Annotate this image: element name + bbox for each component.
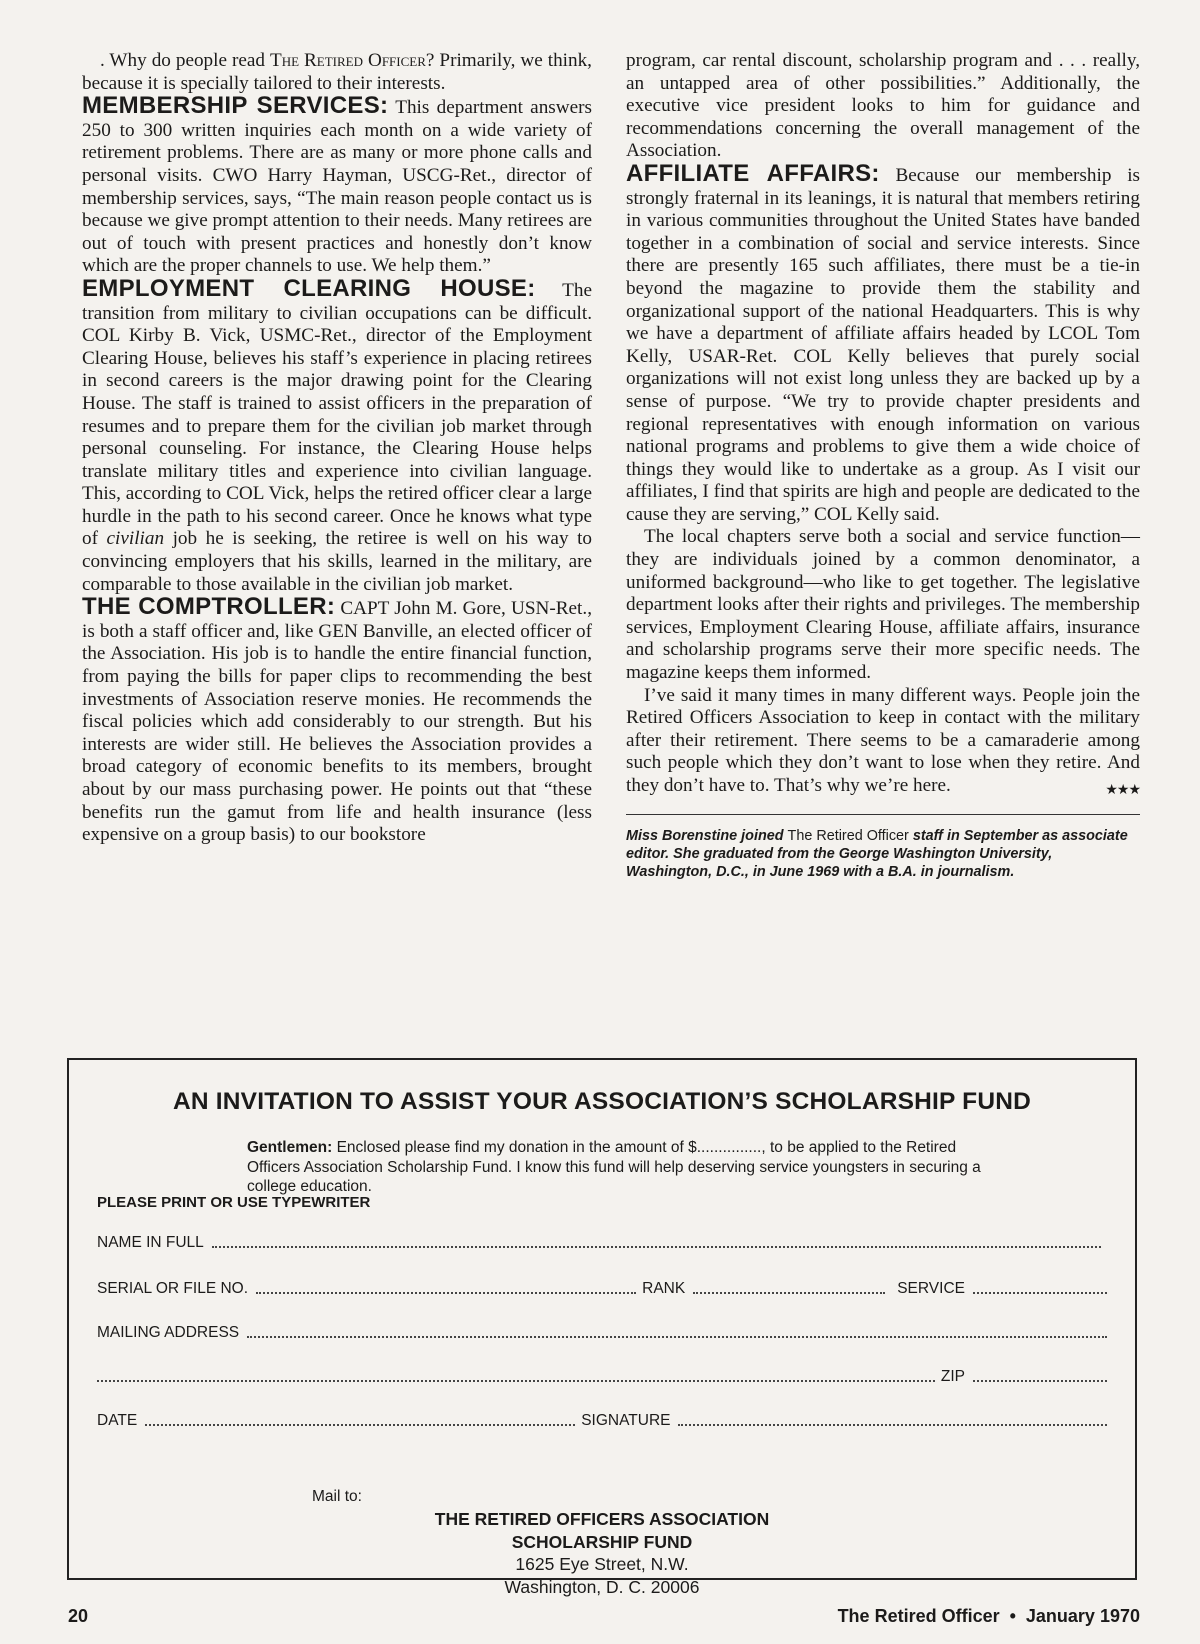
print-instruction: PLEASE PRINT OR USE TYPEWRITER (97, 1194, 371, 1211)
intro-text: . Why do people read (100, 50, 270, 71)
comptroller-heading: THE COMPTROLLER: (82, 593, 336, 621)
employment-section (82, 274, 592, 596)
mail-to-label: Mail to: (312, 1488, 362, 1505)
membership-services-text: This department answers 250 to 300 written inquiries each month on a wide variety of retirement problems. There are as many or more phone calls and personal visits. CWO Harry Hayman, USCG-Ret., director of membership services, says, “The main reason people contact us is because we give prompt attention to their needs. Many retirees are out of touch with present practices and honestly don’t know which are the proper channels to use. We help them.” (82, 97, 592, 277)
comptroller-text: CAPT John M. Gore, USN-Ret., is both a staff officer and, like GEN Banville, an elected officer of the Association. His job is to handle the entire financial function, from paying the bills for paper clips to recommending the best investments of Association reserve monies. He recommends the fiscal policies which add considerably to our strength. But his interests are wider still. He believes the Association provides a broad category of economic benefits to its members, brought about by our mass purchasing power. He points out that “these benefits run the gamut from life and health insurance (less expensive on a group basis) to our bookstore (82, 598, 592, 846)
name-field-label: NAME IN FULL (97, 1234, 204, 1251)
address-zip-row[interactable] (97, 1366, 1107, 1386)
employment-text: The transition from military to civilian occupations can be difficult. COL Kirby B. Vick, USMC-Ret., director of the Employment Clearing House, believes his staff’s experience in placing retirees in second careers is the major drawing point for the Clearing House. The staff is trained to assist officers in the preparation of resumes and to prepare them for the civilian job market through personal counseling. For instance, the Clearing House helps translate military titles and experience into civilian language. This, according to COL Vick, helps the retired officer clear a large hurdle in the path to his second career. Once he knows what type of (82, 279, 592, 550)
form-salutation: Gentlemen: (247, 1139, 333, 1156)
address-organization: THE RETIRED OFFICERS ASSOCIATION (434, 1509, 770, 1529)
address-street: 1625 Eye Street, N.W. (515, 1554, 689, 1574)
name-field-line[interactable] (212, 1245, 1101, 1248)
comptroller-continuation: program, car rental discount, scholarship program and . . . really, an untapped area of other possibilities.” Additionally, the executive vice president looks to him for guidance and recommendations concerning the overall management of the Association. (626, 50, 1140, 162)
page-number: 20 (68, 1606, 89, 1626)
intro-paragraph (82, 50, 592, 95)
address-fund: SCHOLARSHIP FUND (511, 1531, 693, 1552)
scholarship-donation-form (67, 1058, 1137, 1597)
employment-emphasis: civilian (106, 528, 165, 550)
bio-text-end: staff in September as associate editor. She graduated from the George Washington University, Washington, D.C., in June 1969 with a B.A. in journalism. (626, 827, 1128, 880)
mailing-address-block (69, 1508, 1135, 1598)
right-column (626, 50, 1140, 881)
end-mark-stars: ★★★ (1105, 782, 1140, 798)
address-city: Washington, D. C. 20006 (504, 1576, 700, 1597)
intro-text-end: ? Primarily, we think, because it is specially tailored to their interests. (82, 50, 592, 94)
membership-services-heading: MEMBERSHIP SERVICES: (82, 92, 389, 120)
serial-rank-service-row[interactable] (97, 1278, 1107, 1298)
author-bio (626, 827, 1140, 881)
zip-field-label: ZIP (940, 1368, 965, 1385)
serial-field-line[interactable] (256, 1291, 636, 1294)
membership-services-section (82, 92, 592, 278)
form-intro-text: Enclosed please find my donation in the amount of $..............., to be applied to the Retired Officers Association Scholarship Fund. I know this fund will help deserving service youngsters in securing a college education. (247, 1139, 981, 1195)
zip-field-line[interactable] (973, 1379, 1107, 1382)
affiliate-affairs-heading: AFFILIATE AFFAIRS: (626, 159, 880, 187)
local-chapters-paragraph: The local chapters serve both a social and service function—they are individuals joined by a common denominator, a uniformed background—who like to get together. The legislative department looks after their rights and privileges. The membership services, Employment Clearing House, affiliate affairs, insurance and scholarship programs serve their more specific needs. The magazine keeps them informed. (626, 526, 1140, 684)
rank-field-label: RANK (642, 1280, 686, 1297)
publication-footer: The Retired Officer • January 1970 (837, 1606, 1140, 1626)
employment-text-end: job he is seeking, the retiree is well on his way to convincing employers that his skills, learned in the military, are comparable to those available in the civilian job market. (82, 528, 592, 595)
closing-paragraph (626, 685, 1140, 798)
form-title: AN INVITATION TO ASSIST YOUR ASSOCIATION’S SCHOLARSHIP FUND (172, 1088, 1032, 1115)
serial-field-label: SERIAL OR FILE NO. (97, 1280, 249, 1297)
form-intro (247, 1138, 1007, 1197)
bio-text: Miss Borenstine joined (626, 827, 788, 844)
date-field-label: DATE (97, 1412, 138, 1429)
signature-field-label: SIGNATURE (581, 1412, 671, 1429)
closing-text: I’ve said it many times in many different ways. People join the Retired Officers Association to keep in contact with the military after their retirement. There seems to be a camaraderie among such people which they don’t want to lose when they retire. And they don’t have to. That’s why we’re here. (626, 684, 1140, 796)
address-line-2[interactable] (97, 1379, 935, 1382)
affiliate-affairs-section (626, 159, 1140, 527)
rank-field-line[interactable] (693, 1291, 885, 1294)
name-field-row[interactable] (97, 1232, 1107, 1252)
bio-magazine-name: The Retired Officer (787, 827, 909, 844)
affiliate-affairs-text: Because our membership is strongly fraternal in its leanings, it is natural that members retiring in various communities throughout the United States have banded together in a combination of social and service interests. Since there are presently 165 such affiliates, there must be a tie-in beyond the magazine to provide them the stability and organizational support of the national Headquarters. This is why we have a department of affiliate affairs headed by LCOL Tom Kelly, USAR-Ret. COL Kelly believes that purely social organizations will not exist long unless they are backed up by a sense of purpose. “We try to provide chapter presidents and regional representatives with enough information on various national programs and problems to give them a wide choice of things they would like to undertake as a group. As I visit our affiliates, I find that spirits are high and people are dedicated to the cause they are serving,” COL Kelly said. (626, 164, 1140, 525)
date-signature-row[interactable] (97, 1410, 1107, 1430)
magazine-name: The Retired Officer (269, 50, 426, 71)
comptroller-section (82, 593, 592, 847)
mailing-address-label: MAILING ADDRESS (97, 1324, 240, 1341)
left-column (82, 50, 592, 847)
mailing-address-row[interactable] (97, 1322, 1107, 1342)
bio-divider (626, 814, 1140, 815)
service-field-line[interactable] (973, 1291, 1107, 1294)
service-field-label: SERVICE (897, 1280, 965, 1297)
employment-clearing-house-heading: EMPLOYMENT CLEARING HOUSE: (82, 274, 536, 302)
signature-field-line[interactable] (678, 1423, 1107, 1426)
date-field-line[interactable] (145, 1423, 575, 1426)
mailing-address-line[interactable] (247, 1335, 1107, 1338)
